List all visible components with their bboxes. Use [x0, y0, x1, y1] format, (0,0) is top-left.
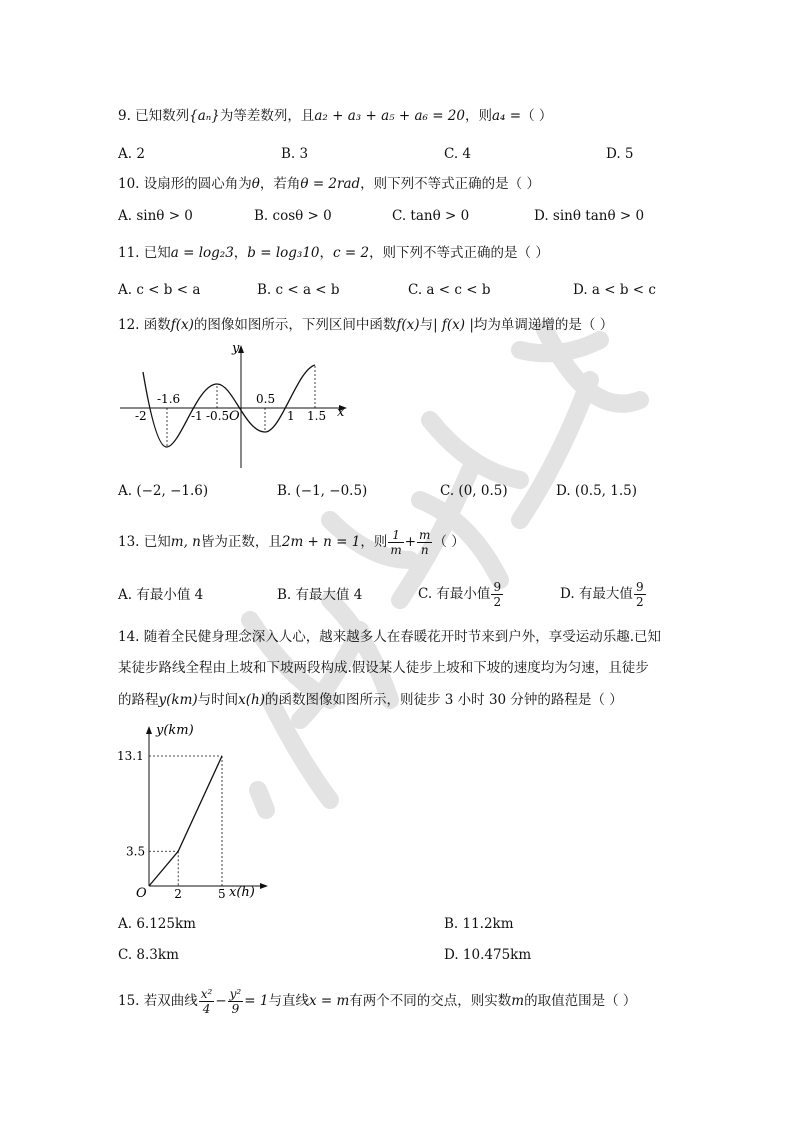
q13-option-d[interactable]: D. 有最大值 $\frac{9}{2}$	[560, 580, 644, 609]
q12-tick-neg05: -0.5	[206, 409, 230, 423]
q12-x-label: x	[337, 405, 345, 420]
q13-frac-2: $\frac{m}{n}$	[419, 528, 431, 557]
q13-option-a[interactable]: A. 有最小值 4	[118, 587, 204, 603]
q11-option-c[interactable]: C. a < c < b	[408, 282, 491, 298]
q11-option-d[interactable]: D. a < b < c	[573, 282, 656, 298]
q9-option-a[interactable]: A. 2	[118, 146, 145, 162]
q13-stem: 13. 已知m, n皆为正数，且2m + n = 1，则 $\frac{1}{m}$ + $\frac{m}{n}$ （ ）	[118, 528, 465, 557]
q15-frac-y: $\frac{\text{y²}}{9}$	[229, 987, 242, 1016]
q9-option-c[interactable]: C. 4	[444, 146, 472, 162]
q12-tick-neg2: -2	[135, 409, 147, 423]
q9-stem: 9. 已知数列{aₙ}为等差数列，且a₂ + a₃ + a₅ + a₆ = 20，则a₄ =（ ）	[118, 108, 553, 124]
q14-data-line	[149, 756, 222, 886]
q10-stem: 10. 设扇形的圆心角为θ，若角θ = 2rad，则下列不等式正确的是（ ）	[118, 176, 540, 192]
q14-option-d[interactable]: D. 10.475km	[444, 947, 532, 963]
q13-option-c-frac: $\frac{9}{2}$	[493, 580, 502, 609]
q12-y-label: y	[232, 341, 240, 356]
q14-distance-time-graph	[115, 718, 280, 903]
q11-option-b[interactable]: B. c < a < b	[257, 282, 340, 298]
q13-option-b[interactable]: B. 有最大值 4	[277, 587, 363, 603]
q14-option-a[interactable]: A. 6.125km	[118, 916, 196, 932]
q14-tick-x-2: 2	[174, 887, 182, 901]
q9-option-b[interactable]: B. 3	[281, 146, 309, 162]
q14-origin-label: O	[136, 886, 147, 901]
q13-frac-1: $\frac{1}{m}$	[390, 528, 402, 557]
q12-tick-05: 0.5	[256, 392, 276, 406]
q14-y-arrow-icon	[146, 726, 152, 734]
q10-option-c[interactable]: C. tanθ > 0	[392, 208, 470, 224]
q15-stem: 15. 若双曲线 $\frac{\text{x²}}{4}$ − $\frac{\text{y²}}{9}$ = 1与直线x = m有两个不同的交点，则实数m的取值范围是（ ）	[118, 987, 637, 1016]
q12-tick-neg1: -1	[191, 409, 203, 423]
q10-option-d[interactable]: D. sinθ tanθ > 0	[534, 208, 645, 224]
q14-x-arrow-icon	[260, 883, 268, 889]
q12-stem: 12. 函数f(x)的图像如图所示，下列区间中函数f(x)与| f(x) |均为单调递增的是（ ）	[118, 317, 614, 333]
q14-tick-y-35: 3.5	[126, 844, 146, 859]
q14-x-label: x(h)	[229, 885, 255, 900]
q10-option-b[interactable]: B. cosθ > 0	[254, 208, 332, 224]
q9-option-d[interactable]: D. 5	[606, 146, 634, 162]
q12-option-b[interactable]: B. (−1, −0.5)	[277, 483, 368, 499]
q14-tick-y-131: 13.1	[117, 749, 144, 763]
q14-line2: 某徒步路线全程由上坡和下坡两段构成.假设某人徒步上坡和下坡的速度均为匀速，且徒步	[118, 660, 649, 676]
q12-option-c[interactable]: C. (0, 0.5)	[440, 483, 508, 499]
q11-stem: 11. 已知a = log₂3，b = log₃10，c = 2，则下列不等式正确的是（ ）	[118, 245, 549, 261]
q14-line1: 14. 随着全民健身理念深入人心，越来越多人在春暖花开时节来到户外，享受运动乐趣.已知	[118, 629, 662, 645]
q13-option-c[interactable]: C. 有最小值 $\frac{9}{2}$	[418, 580, 502, 609]
q14-y-label: y(km)	[156, 723, 194, 738]
q12-option-a[interactable]: A. (−2, −1.6)	[118, 483, 209, 499]
q11-option-a[interactable]: A. c < b < a	[118, 282, 201, 298]
q13-option-d-frac: $\frac{9}{2}$	[635, 580, 644, 609]
q14-option-b[interactable]: B. 11.2km	[444, 916, 514, 932]
q14-tick-x-5: 5	[218, 887, 226, 901]
q12-option-d[interactable]: D. (0.5, 1.5)	[556, 483, 637, 499]
q14-option-c[interactable]: C. 8.3km	[118, 947, 179, 963]
q10-option-a[interactable]: A. sinθ > 0	[118, 208, 193, 224]
q12-tick-15: 1.5	[307, 409, 327, 423]
q12-tick-1: 1	[287, 409, 295, 423]
q12-curve	[143, 365, 315, 447]
q12-tick-neg16: -1.6	[157, 392, 181, 406]
q15-frac-x: $\frac{\text{x²}}{4}$	[200, 987, 213, 1016]
q12-function-graph	[115, 340, 355, 475]
q14-line3: 的路程y(km)与时间x(h)的函数图像如图所示，则徒步 3 小时 30 分钟的路程是（ ）	[118, 692, 623, 708]
q12-origin-label: O	[229, 409, 240, 424]
